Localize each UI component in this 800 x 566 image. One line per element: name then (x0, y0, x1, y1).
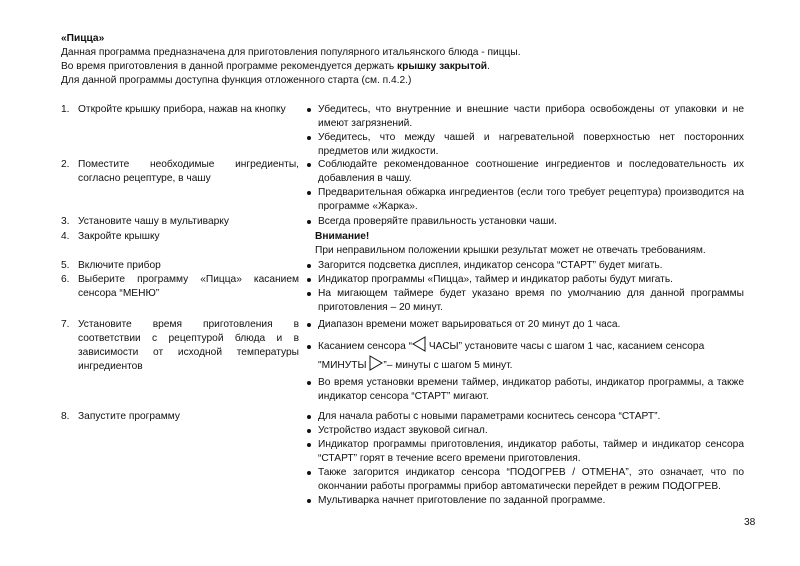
step-number: 2. (61, 159, 70, 170)
note-text: Убедитесь, что между чашей и нагревательной поверхностью нет посторонних предметов или жидкости. (318, 132, 744, 157)
step-row-4 (61, 230, 761, 259)
note-item (306, 336, 744, 374)
note-text-part: "МИНУТЫ (318, 360, 370, 371)
bullet-icon (306, 466, 318, 494)
bullet-icon (306, 215, 318, 229)
note-text: Всегда проверяйте правильность установки чаши. (318, 216, 557, 227)
bullet-icon (306, 273, 318, 287)
step-instruction (61, 103, 299, 158)
step-instruction (61, 158, 299, 215)
note-item (306, 494, 744, 508)
step-number: 7. (61, 319, 70, 330)
note-item (306, 410, 744, 424)
intro-line-2-bold: крышку закрытой (397, 61, 488, 72)
note-text: Диапазон времени может варьироваться от 20 минут до 1 часа. (318, 319, 621, 330)
step-notes (306, 215, 744, 230)
intro-line-3: Для данной программы доступна функция отложенного старта (см. п.4.2.) (61, 75, 412, 86)
step-instruction (61, 215, 299, 230)
step-number: 6. (61, 274, 70, 285)
step-text: Закройте крышку (78, 231, 160, 242)
intro-line-2-end: . (487, 61, 490, 72)
note-item (306, 466, 744, 494)
step-instruction (61, 259, 299, 273)
triangle-left-icon (412, 336, 426, 352)
note-item (306, 287, 744, 315)
step-row-5 (61, 259, 761, 273)
bullet-icon (306, 318, 318, 332)
step-notes (306, 158, 744, 215)
note-text: На мигающем таймере будет указано время по умолчанию для данной программы приготовления – 20 минут. (318, 288, 744, 313)
step-number: 4. (61, 231, 70, 242)
note-item (306, 424, 744, 438)
note-text: Индикатор программы «Пицца», таймер и индикатор работы будут мигать. (318, 274, 673, 285)
step-notes (306, 103, 744, 158)
step-row-7 (61, 318, 761, 410)
bullet-icon (306, 438, 318, 466)
bullet-icon (306, 259, 318, 273)
step-notes (306, 410, 744, 508)
step-instruction (61, 230, 299, 259)
step-row-3 (61, 215, 761, 230)
bullet-icon (306, 494, 318, 508)
intro-line-1: Данная программа предназначена для приготовления популярного итальянского блюда - пиццы. (61, 47, 521, 58)
note-item (306, 131, 744, 159)
step-text: Выберите программу «Пицца» касанием сенсора “МЕНЮ” (78, 274, 299, 299)
note-text: Также загорится индикатор сенсора “ПОДОГРЕВ / ОТМЕНА”, это означает, что по окончании работы программы прибор автоматически перейдет в режим ПОДОГРЕВ. (318, 467, 744, 492)
step-text: Установите чашу в мультиварку (78, 216, 229, 227)
step-number: 3. (61, 216, 70, 227)
note-text: Устройство издаст звуковой сигнал. (318, 425, 488, 436)
note-item (306, 259, 744, 273)
step-number: 5. (61, 260, 70, 271)
triangle-right-icon (369, 355, 383, 371)
step-number: 1. (61, 104, 70, 115)
step-text: Поместите необходимые ингредиенты, согласно рецептуре, в чашу (78, 159, 299, 184)
note-item (306, 318, 744, 332)
note-item (306, 158, 744, 186)
step-instruction (61, 410, 299, 508)
step-notes (306, 230, 744, 259)
step-notes (306, 273, 744, 318)
note-item (306, 215, 744, 229)
step-text: Включите прибор (78, 260, 161, 271)
steps-table (61, 103, 761, 508)
note-item (306, 273, 744, 287)
bullet-icon (306, 186, 318, 214)
note-text: Убедитесь, что внутренние и внешние части прибора освобождены от упаковки и не имеют загрязнений. (318, 104, 744, 129)
note-text-part: Касанием сенсора “ (318, 341, 412, 352)
intro-line-2 (61, 60, 761, 74)
note-text: Соблюдайте рекомендованное соотношение ингредиентов и последовательность их добавления в чашу. (318, 159, 744, 184)
note-text (318, 336, 744, 374)
note-text: Мультиварка начнет приготовление по заданной программе. (318, 495, 606, 506)
bullet-icon (306, 410, 318, 424)
step-instruction (61, 273, 299, 318)
note-text: Индикатор программы приготовления, индикатор работы, таймер и индикатор сенсора “СТАРТ” горят в течение всего времени приготовления. (318, 439, 744, 464)
program-title: «Пицца» (61, 33, 105, 44)
step-row-2 (61, 158, 761, 215)
bullet-icon (306, 131, 318, 159)
note-item (306, 376, 744, 404)
bullet-icon (306, 376, 318, 404)
note-text: Во время установки времени таймер, индикатор работы, индикатор программы, а также индикатор сенсора “СТАРТ” мигают. (318, 377, 744, 402)
step-row-1 (61, 103, 761, 158)
step-text: Откройте крышку прибора, нажав на кнопку (78, 104, 286, 115)
bullet-icon (306, 424, 318, 438)
step-number: 8. (61, 411, 70, 422)
note-item (306, 438, 744, 466)
step-text: Установите время приготовления в соответствии с рецептурой блюда и в зависимости от исходной температуры ингредиентов (78, 319, 299, 372)
note-text-part: ЧАСЫ” установите часы с шагом 1 час, касанием сенсора (426, 341, 705, 352)
step-row-8 (61, 410, 761, 508)
note-text-part: ”– минуты с шагом 5 минут. (383, 360, 513, 371)
note-text: Предварительная обжарка ингредиентов (если того требует рецептура) производится на программе «Жарка». (318, 187, 744, 212)
step-instruction (61, 318, 299, 410)
step-notes (306, 318, 744, 410)
step-text: Запустите программу (78, 411, 180, 422)
bullet-icon (306, 103, 318, 131)
note-item (306, 186, 744, 214)
warning-text: При неправильном положении крышки результат может не отвечать требованиям. (315, 245, 706, 256)
intro-line-2-start: Во время приготовления в данной программе рекомендуется держать (61, 61, 397, 72)
intro-block (61, 32, 761, 88)
bullet-icon (306, 158, 318, 186)
step-row-6 (61, 273, 761, 318)
page-number: 38 (744, 517, 756, 528)
step-notes (306, 259, 744, 273)
note-text: Для начала работы с новыми параметрами коснитесь сенсора “СТАРТ”. (318, 411, 661, 422)
note-item (306, 103, 744, 131)
bullet-icon (306, 287, 318, 315)
bullet-icon (306, 340, 318, 378)
warning-heading: Внимание! (315, 231, 370, 242)
note-text: Загорится подсветка дисплея, индикатор сенсора “СТАРТ” будет мигать. (318, 260, 663, 271)
